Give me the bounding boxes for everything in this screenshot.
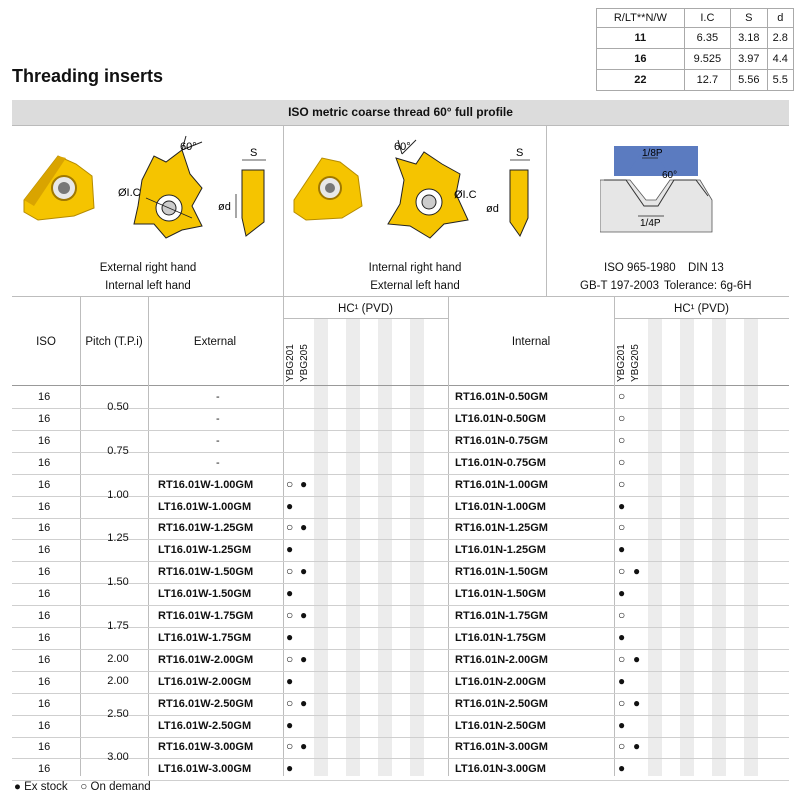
internal-code: RT16.01N-2.50GM xyxy=(455,697,548,710)
dims-cell: 4.4 xyxy=(767,49,794,70)
ext-ybg205-mark: ● xyxy=(300,520,308,535)
internal-code: RT16.01N-1.75GM xyxy=(455,610,548,622)
iso-cell: 16 xyxy=(38,653,51,666)
int-ybg201-mark: ○ xyxy=(618,476,626,491)
iso-cell: 16 xyxy=(38,456,51,469)
external-code: - xyxy=(216,456,220,469)
ext-ybg201-mark: ○ xyxy=(286,739,294,754)
int-ybg201-mark: ○ xyxy=(618,389,626,403)
int-ybg205-mark: ● xyxy=(633,739,641,754)
external-code: LT16.01W-1.50GM xyxy=(158,588,252,601)
caption-internal-right: Internal right hand xyxy=(368,262,462,274)
svg-text:1/4P: 1/4P xyxy=(640,218,661,229)
pitch-cell: 1.75 xyxy=(107,619,129,632)
ext-ybg201-mark: ● xyxy=(286,761,294,776)
ext-ybg201-mark: ○ xyxy=(286,520,294,535)
int-ybg205-mark: ● xyxy=(633,651,641,666)
ext-ybg201-mark: ○ xyxy=(286,564,294,579)
internal-code: LT16.01N-2.50GM xyxy=(455,719,546,732)
pitch-cell: 0.75 xyxy=(107,444,129,457)
grade-label-ybg205: YBG205 xyxy=(299,344,310,382)
ext-ybg201-mark: ○ xyxy=(286,695,294,710)
caption-external-left: External left hand xyxy=(370,280,460,292)
iso-cell: 16 xyxy=(38,631,51,644)
legend xyxy=(14,781,151,793)
insert-photo-icon xyxy=(294,158,362,220)
svg-text:60°: 60° xyxy=(394,141,411,153)
iso-cell: 16 xyxy=(38,434,51,447)
external-code: RT16.01W-1.75GM xyxy=(158,610,254,622)
external-code: LT16.01W-1.00GM xyxy=(158,500,252,513)
tolerance-label: Tolerance: 6g-6H xyxy=(664,280,752,292)
external-code: RT16.01W-1.00GM xyxy=(158,478,254,491)
internal-code: RT16.01N-1.25GM xyxy=(455,522,548,535)
int-ybg201-mark: ● xyxy=(618,673,626,688)
insert-photo-icon xyxy=(24,156,94,220)
internal-code: RT16.01N-3.00GM xyxy=(455,741,548,754)
pitch-cell: 0.50 xyxy=(107,400,129,413)
dims-cell: 3.97 xyxy=(731,49,767,70)
iso-cell: 16 xyxy=(38,741,51,754)
dims-header-s: S xyxy=(731,9,767,28)
int-ybg201-mark: ○ xyxy=(618,695,626,710)
band-title: ISO metric coarse thread 60° full profile xyxy=(288,105,513,119)
caption-internal-left: Internal left hand xyxy=(105,280,191,292)
ext-ybg205-mark: ● xyxy=(300,564,308,579)
ext-ybg201-mark: ● xyxy=(286,629,294,644)
col-header-hc-internal: HC¹ (PVD) xyxy=(674,303,729,315)
ext-ybg201-mark: ● xyxy=(286,717,294,732)
dims-row xyxy=(597,49,794,70)
dims-cell: 11 xyxy=(597,28,685,49)
svg-text:ød: ød xyxy=(218,201,231,213)
ext-ybg205-mark: ● xyxy=(300,695,308,710)
iso-cell: 16 xyxy=(38,610,51,622)
internal-code: LT16.01N-1.25GM xyxy=(455,544,546,557)
col-header-iso: ISO xyxy=(36,336,56,348)
ext-ybg201-mark: ○ xyxy=(286,608,294,622)
iso-cell: 16 xyxy=(38,391,51,403)
dims-cell: 22 xyxy=(597,70,685,91)
image-area-bottom-rule xyxy=(12,296,789,297)
dimensions-table xyxy=(596,8,794,91)
internal-code: RT16.01N-1.00GM xyxy=(455,478,548,491)
external-code: - xyxy=(216,412,220,425)
internal-code: LT16.01N-3.00GM xyxy=(455,763,546,776)
external-code: LT16.01W-1.75GM xyxy=(158,631,252,644)
external-code: LT16.01W-3.00GM xyxy=(158,763,252,776)
pitch-cell: 1.50 xyxy=(107,576,129,589)
int-ybg201-mark: ○ xyxy=(618,454,626,469)
svg-text:60°: 60° xyxy=(180,141,197,153)
svg-text:S: S xyxy=(516,147,524,159)
pitch-cell: 2.00 xyxy=(107,674,129,687)
iso-cell: 16 xyxy=(38,522,51,535)
int-ybg201-mark: ● xyxy=(618,586,626,601)
external-code: RT16.01W-2.50GM xyxy=(158,697,254,710)
grade-label-ybg201: YBG201 xyxy=(285,344,296,382)
external-code: LT16.01W-2.50GM xyxy=(158,719,252,732)
int-ybg201-mark: ○ xyxy=(618,651,626,666)
insert-front-drawing-icon xyxy=(388,140,477,238)
int-ybg201-mark: ● xyxy=(618,717,626,732)
ext-ybg205-mark: ● xyxy=(300,739,308,754)
int-ybg201-mark: ○ xyxy=(618,564,626,579)
image-divider xyxy=(546,126,547,296)
iso-cell: 16 xyxy=(38,719,51,732)
pitch-cell: 2.00 xyxy=(107,652,129,665)
svg-text:ØI.C: ØI.C xyxy=(454,189,477,201)
dims-cell: 3.18 xyxy=(731,28,767,49)
iso-cell: 16 xyxy=(38,566,51,579)
iso-cell: 16 xyxy=(38,478,51,491)
svg-text:60°: 60° xyxy=(662,170,678,181)
iso-cell: 16 xyxy=(38,412,51,425)
ext-ybg205-mark: ● xyxy=(300,651,308,666)
svg-text:S: S xyxy=(250,147,258,159)
external-code: RT16.01W-1.25GM xyxy=(158,522,254,535)
iso-cell: 16 xyxy=(38,763,51,776)
col-header-hc-external: HC¹ (PVD) xyxy=(338,303,393,315)
iso-cell: 16 xyxy=(38,588,51,601)
col-header-pitch: Pitch (T.P.i) xyxy=(85,336,143,348)
internal-insert-illustration xyxy=(284,128,546,248)
int-ybg201-mark: ● xyxy=(618,629,626,644)
internal-code: RT16.01N-0.50GM xyxy=(455,391,548,403)
ext-ybg201-mark: ● xyxy=(286,586,294,601)
iso-cell: 16 xyxy=(38,500,51,513)
insert-side-drawing-icon xyxy=(486,147,530,236)
dims-cell: 6.35 xyxy=(684,28,730,49)
svg-text:ød: ød xyxy=(486,203,499,215)
thread-profile-diagram xyxy=(600,140,720,240)
int-ybg201-mark: ○ xyxy=(618,432,626,447)
internal-code: RT16.01N-2.00GM xyxy=(455,653,548,666)
ext-ybg201-mark: ○ xyxy=(286,476,294,491)
dimensions-header-row xyxy=(597,9,794,28)
internal-code: LT16.01N-1.00GM xyxy=(455,500,546,513)
ext-ybg201-mark: ● xyxy=(286,542,294,557)
int-ybg201-mark: ○ xyxy=(618,608,626,622)
dims-header-d: d xyxy=(767,9,794,28)
legend-on-demand: ○ On demand xyxy=(80,781,151,793)
dims-cell: 2.8 xyxy=(767,28,794,49)
caption-external-right: External right hand xyxy=(99,262,197,274)
dims-cell: 9.525 xyxy=(684,49,730,70)
internal-code: LT16.01N-0.50GM xyxy=(455,412,546,425)
dims-cell: 12.7 xyxy=(684,70,730,91)
int-ybg201-mark: ○ xyxy=(618,410,626,425)
pitch-cell: 3.00 xyxy=(107,751,129,764)
standard-gb: GB-T 197-2003 xyxy=(580,280,660,292)
dims-row xyxy=(597,70,794,91)
page-title: Threading inserts xyxy=(12,66,164,86)
iso-cell: 16 xyxy=(38,544,51,557)
internal-code: LT16.01N-1.50GM xyxy=(455,588,546,601)
col-header-internal: Internal xyxy=(511,336,551,348)
int-ybg201-mark: ● xyxy=(618,761,626,776)
ext-ybg201-mark: ○ xyxy=(286,651,294,666)
ext-ybg205-mark: ● xyxy=(300,608,308,622)
dims-cell: 5.56 xyxy=(731,70,767,91)
ext-ybg201-mark: ● xyxy=(286,673,294,688)
pitch-cell: 2.50 xyxy=(107,707,129,720)
external-code: RT16.01W-1.50GM xyxy=(158,566,254,579)
iso-cell: 16 xyxy=(38,675,51,688)
section-band xyxy=(12,100,789,126)
insert-front-drawing-icon xyxy=(118,136,202,238)
internal-code: RT16.01N-1.50GM xyxy=(455,566,548,579)
external-code: - xyxy=(216,391,220,403)
internal-code: RT16.01N-0.75GM xyxy=(455,434,548,447)
external-code: RT16.01W-3.00GM xyxy=(158,741,254,754)
int-ybg205-mark: ● xyxy=(633,564,641,579)
external-code: LT16.01W-1.25GM xyxy=(158,544,252,557)
int-ybg201-mark: ● xyxy=(618,498,626,513)
dims-header-ic: I.C xyxy=(684,9,730,28)
int-ybg201-mark: ● xyxy=(618,542,626,557)
int-ybg201-mark: ○ xyxy=(618,739,626,754)
grade-label-ybg205: YBG205 xyxy=(630,344,641,382)
dims-cell: 16 xyxy=(597,49,685,70)
col-header-external: External xyxy=(193,336,237,348)
dims-header-type: R/LT**N/W xyxy=(597,9,685,28)
iso-cell: 16 xyxy=(38,697,51,710)
pitch-cell: 1.25 xyxy=(107,532,129,545)
legend-ex-stock: ● Ex stock xyxy=(14,781,68,793)
external-code: RT16.01W-2.00GM xyxy=(158,653,254,666)
pitch-cell: 1.00 xyxy=(107,488,129,501)
standard-din: DIN 13 xyxy=(688,262,724,274)
dims-cell: 5.5 xyxy=(767,70,794,91)
external-code: LT16.01W-2.00GM xyxy=(158,675,252,688)
insert-side-drawing-icon xyxy=(218,147,266,236)
internal-code: LT16.01N-0.75GM xyxy=(455,456,546,469)
external-insert-illustration xyxy=(14,128,282,248)
int-ybg201-mark: ○ xyxy=(618,520,626,535)
internal-code: LT16.01N-2.00GM xyxy=(455,675,546,688)
hc-rule xyxy=(614,318,789,319)
hc-rule xyxy=(283,318,448,319)
standard-iso: ISO 965-1980 xyxy=(604,262,676,274)
svg-text:ØI.C: ØI.C xyxy=(118,187,141,199)
ext-ybg205-mark: ● xyxy=(300,476,308,491)
grade-label-ybg201: YBG201 xyxy=(616,344,627,382)
ext-ybg201-mark: ● xyxy=(286,498,294,513)
int-ybg205-mark: ● xyxy=(633,695,641,710)
svg-text:1/8P: 1/8P xyxy=(642,148,663,159)
dims-row xyxy=(597,28,794,49)
external-code: - xyxy=(216,434,220,447)
internal-code: LT16.01N-1.75GM xyxy=(455,631,546,644)
